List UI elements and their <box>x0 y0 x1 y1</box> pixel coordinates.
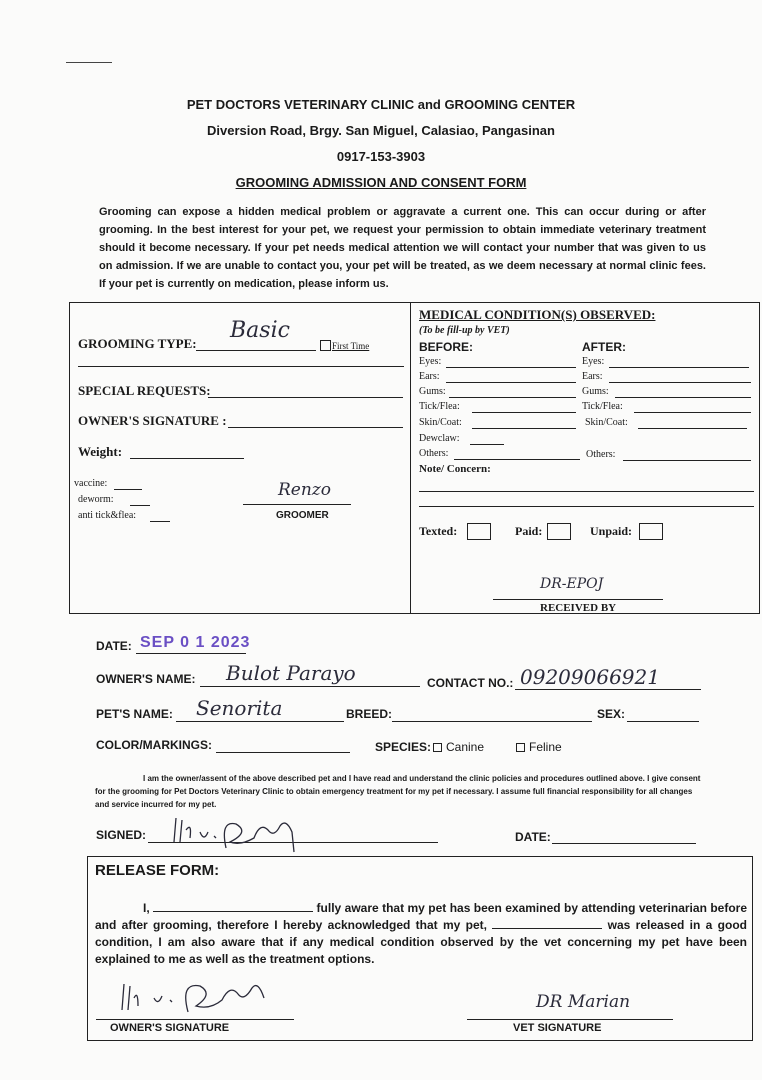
medical-subtitle: (To be fill-up by VET) <box>419 325 510 336</box>
anti-tick-label: anti tick&flea: <box>78 510 137 521</box>
contact-label: CONTACT NO.: <box>427 676 514 690</box>
groomer-label: GROOMER <box>276 510 329 521</box>
canine-label: Canine <box>446 740 485 754</box>
owner-signature-label-bottom: OWNER'S SIGNATURE <box>110 1022 230 1034</box>
texted-label: Texted: <box>419 524 458 538</box>
date-label: DATE: <box>96 639 132 653</box>
after-row-field[interactable] <box>609 382 751 383</box>
note-line-2[interactable] <box>419 506 754 507</box>
signed-label: SIGNED: <box>96 828 147 842</box>
first-time-label: First Time <box>332 341 370 351</box>
vet-signature-label: VET SIGNATURE <box>513 1022 602 1034</box>
after-label: AFTER: <box>582 340 626 354</box>
before-row-label: Tick/Flea: <box>419 401 460 412</box>
owner-signature-label: OWNER'S SIGNATURE : <box>78 413 227 428</box>
release-text-1: fully aware that my pet has been examined by attending veterinarian before and after grooming, therefore I hereby acknowledged that my pet, <box>95 901 747 932</box>
sex-field[interactable] <box>627 721 699 722</box>
owner-signature-scribble <box>170 812 310 860</box>
before-label: BEFORE: <box>419 340 473 354</box>
after-row-field[interactable] <box>623 460 751 461</box>
before-row-label: Gums: <box>419 386 446 397</box>
after-row-field[interactable] <box>634 412 751 413</box>
note-line-1[interactable] <box>419 491 754 492</box>
clinic-address: Diversion Road, Brgy. San Miguel, Calasiao, Pangasinan <box>207 123 555 138</box>
unpaid-label: Unpaid: <box>590 524 633 538</box>
received-by-line <box>493 599 663 600</box>
color-label: COLOR/MARKINGS: <box>96 738 212 752</box>
release-pet-field[interactable] <box>492 917 602 929</box>
after-row-label: Tick/Flea: <box>582 401 623 412</box>
release-name-field[interactable] <box>153 900 313 912</box>
medical-title: MEDICAL CONDITION(S) OBSERVED: <box>419 307 656 322</box>
special-requests-field[interactable] <box>208 397 403 398</box>
first-time-checkbox[interactable] <box>320 340 331 351</box>
owner-name-value: Bulot Parayo <box>226 661 356 685</box>
release-text-2: was released in a good condition, I am also aware that if any medical condition observed by the vet concerning my pet have been explained to me as well as the treatment options. <box>95 918 747 966</box>
vet-signature-line <box>467 1019 673 1020</box>
form-title: GROOMING ADMISSION AND CONSENT FORM <box>235 175 527 190</box>
before-row-label: Eyes: <box>419 356 442 367</box>
special-requests-label: SPECIAL REQUESTS: <box>78 383 211 398</box>
contact-value: 09209066921 <box>520 665 660 689</box>
note-label: Note/ Concern: <box>419 463 491 475</box>
anti-tick-field[interactable] <box>150 521 170 522</box>
weight-field[interactable] <box>130 458 244 459</box>
groomer-signature-value: Renzo <box>278 480 332 500</box>
before-row-field[interactable] <box>449 397 576 398</box>
owner-signature-field[interactable] <box>228 427 403 428</box>
groomer-line <box>243 504 351 505</box>
release-i-label: I, <box>143 901 150 915</box>
paid-label: Paid: <box>515 524 543 538</box>
grooming-type-value: Basic <box>230 318 290 343</box>
release-title: RELEASE FORM: <box>95 862 220 879</box>
dewclaw-label: Dewclaw: <box>419 433 460 444</box>
pet-name-value: Senorita <box>196 696 283 720</box>
before-row-label: Others: <box>419 448 449 459</box>
release-owner-signature-scribble <box>118 976 278 1020</box>
pen-mark <box>66 62 112 63</box>
received-by-label: RECEIVED BY <box>540 602 617 614</box>
color-field[interactable] <box>216 752 350 753</box>
feline-label: Feline <box>529 740 562 754</box>
received-by-value: DR-EPOJ <box>540 576 604 592</box>
grooming-type-second-line <box>78 366 404 367</box>
before-row-field[interactable] <box>472 428 576 429</box>
vaccine-field[interactable] <box>114 489 142 490</box>
before-row-field[interactable] <box>472 412 576 413</box>
texted-checkbox[interactable] <box>467 523 491 540</box>
before-row-field[interactable] <box>446 367 576 368</box>
before-row-field[interactable] <box>446 382 576 383</box>
vet-signature-value: DR Marian <box>536 992 631 1012</box>
pet-name-field[interactable] <box>176 721 344 722</box>
consent-paragraph: I am the owner/assent of the above described pet and I have read and understand the clinic policies and procedures outlined above. I give consent for the grooming for Pet Doctors Veterinary Clinic to obtain emergency treatment for my pet if necessary. I assume full financial responsibility for all changes and service incurred for my pet. <box>95 774 701 809</box>
owner-name-field[interactable] <box>200 686 420 687</box>
after-row-label: Others: <box>586 449 616 460</box>
canine-option[interactable] <box>433 740 484 754</box>
deworm-label: deworm: <box>78 494 114 505</box>
date-stamp: SEP 0 1 2023 <box>140 634 251 651</box>
grooming-type-field[interactable] <box>196 350 316 351</box>
release-paragraph <box>95 900 747 968</box>
vaccine-label: vaccine: <box>74 478 108 489</box>
dewclaw-field[interactable] <box>470 444 504 445</box>
owner-signature-line <box>96 1019 294 1020</box>
deworm-field[interactable] <box>130 505 150 506</box>
owner-name-label: OWNER'S NAME: <box>96 672 196 686</box>
after-row-field[interactable] <box>609 367 749 368</box>
grooming-type-label: GROOMING TYPE: <box>78 336 197 351</box>
after-row-label: Eyes: <box>582 356 605 367</box>
species-label: SPECIES: <box>375 740 432 754</box>
intro-paragraph: Grooming can expose a hidden medical problem or aggravate a current one. This can occur during or after grooming. In the best interest for your pet, we request your permission to obtain immediate veterinary treatment should it become necessary. If your pet needs medical attention we will contact your number that was given to us on admission. If we are unable to contact you, your pet will be treated, as we deem necessary at normal clinic fees. If your pet is currently on medication, please inform us. <box>99 206 706 290</box>
weight-label: Weight: <box>78 444 123 459</box>
signed-date-field[interactable] <box>552 843 696 844</box>
sex-label: SEX: <box>597 707 626 721</box>
clinic-name: PET DOCTORS VETERINARY CLINIC and GROOMING CENTER <box>186 97 576 112</box>
breed-label: BREED: <box>346 707 393 721</box>
before-row-label: Ears: <box>419 371 440 382</box>
after-row-field[interactable] <box>638 428 747 429</box>
canine-checkbox[interactable] <box>433 743 442 752</box>
signed-date-label: DATE: <box>515 830 551 844</box>
before-row-field[interactable] <box>454 459 580 460</box>
after-row-label: Ears: <box>582 371 603 382</box>
clinic-phone: 0917-153-3903 <box>336 149 426 164</box>
paid-checkbox[interactable] <box>547 523 571 540</box>
feline-checkbox[interactable] <box>516 743 525 752</box>
after-row-label: Skin/Coat: <box>585 417 628 428</box>
unpaid-checkbox[interactable] <box>639 523 663 540</box>
after-row-field[interactable] <box>615 397 751 398</box>
after-row-label: Gums: <box>582 386 609 397</box>
pet-name-label: PET'S NAME: <box>96 707 173 721</box>
contact-field[interactable] <box>515 689 701 690</box>
box-divider <box>410 302 411 614</box>
date-field[interactable] <box>136 653 246 654</box>
feline-option[interactable] <box>516 740 562 754</box>
breed-field[interactable] <box>392 721 592 722</box>
before-row-label: Skin/Coat: <box>419 417 462 428</box>
